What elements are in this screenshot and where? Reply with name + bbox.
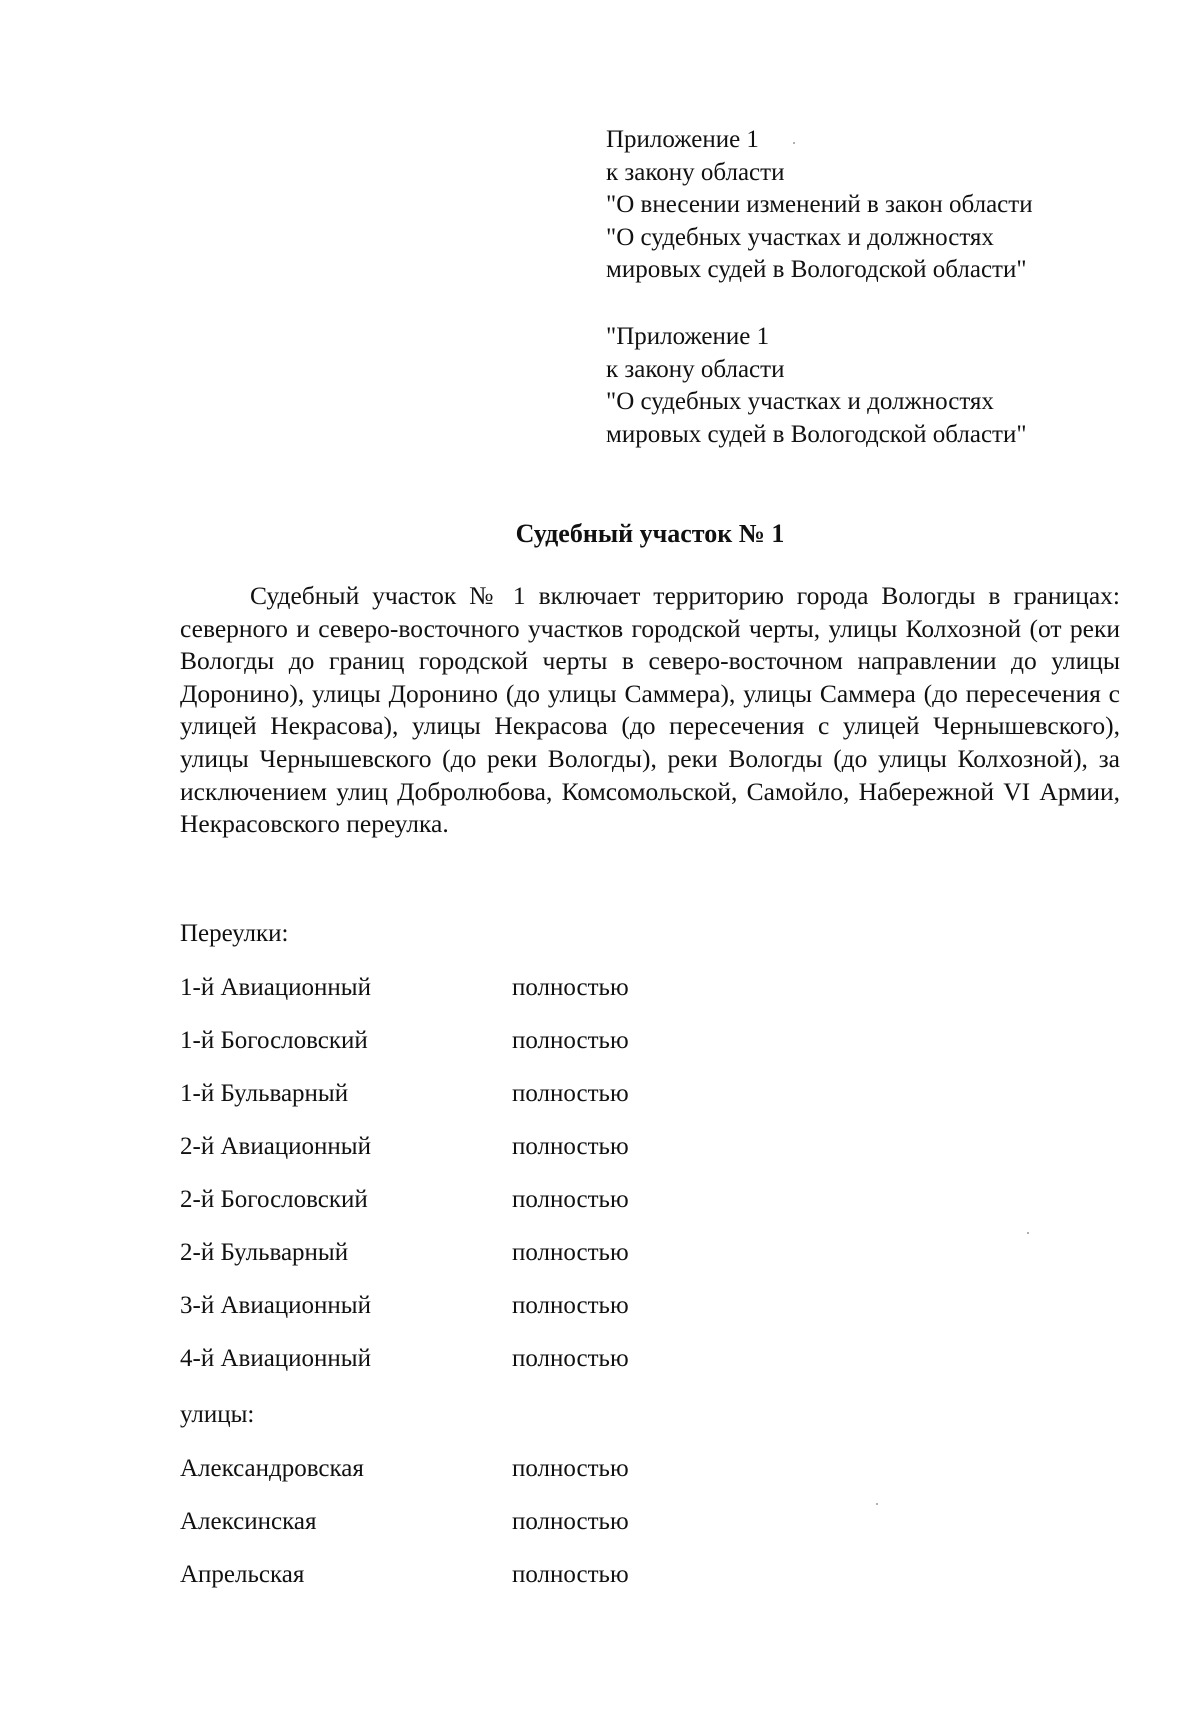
lane-name: 2-й Бульварный bbox=[180, 1239, 349, 1266]
list-item bbox=[180, 972, 780, 1025]
appendix-line: мировых судей в Вологодской области" bbox=[606, 256, 1027, 283]
appendix-line: к закону области bbox=[606, 158, 785, 186]
street-status: полностью bbox=[512, 1508, 629, 1535]
lane-status: полностью bbox=[512, 1133, 629, 1160]
lane-name: 1-й Богословский bbox=[180, 1027, 368, 1054]
list-item bbox=[180, 1131, 780, 1184]
lane-status: полностью bbox=[512, 1186, 629, 1213]
street-name: Алексинская bbox=[180, 1508, 317, 1535]
lane-status: полностью bbox=[512, 1027, 629, 1054]
list-item bbox=[180, 1184, 780, 1237]
lane-status: полностью bbox=[512, 1292, 629, 1319]
lane-status: полностью bbox=[512, 1345, 629, 1372]
scan-speck bbox=[876, 1503, 878, 1505]
lane-name: 2-й Богословский bbox=[180, 1186, 368, 1213]
list-item bbox=[180, 1237, 780, 1290]
appendix-original-header bbox=[606, 321, 1027, 451]
lane-name: 2-й Авиационный bbox=[180, 1133, 371, 1160]
lane-status: полностью bbox=[512, 974, 629, 1001]
scan-speck bbox=[1027, 1232, 1029, 1234]
lane-status: полностью bbox=[512, 1239, 629, 1266]
street-name: Апрельская bbox=[180, 1561, 305, 1588]
list-item bbox=[180, 1453, 780, 1506]
list-item bbox=[180, 1078, 780, 1131]
street-name: Александровская bbox=[180, 1455, 364, 1482]
streets-heading: улицы: bbox=[180, 1401, 255, 1428]
lane-name: 1-й Бульварный bbox=[180, 1080, 349, 1107]
main-paragraph: Судебный участок № 1 включает территорию города Вологды в границах: северного и северо-восточного участков городской черты, улицы Колхозной (от реки Вологды до границ городской черты в северо-восточном направлении до улицы Доронино), улицы Доронино (до улицы Саммера), улицы Саммера (до пересечения с улицей Некрасова), улицы Некрасова (до пересечения с улицей Чернышевского), улицы Чернышевского (до реки Вологды), реки Вологды (до улицы Колхозной), за исключением улиц Добролюбова, Комсомольской, Самойло, Набережной VI Армии, Некрасовского переулка. bbox=[180, 581, 1120, 839]
section-title: Судебный участок № 1 bbox=[515, 519, 785, 548]
lane-status: полностью bbox=[512, 1080, 629, 1107]
appendix-line: "О судебных участках и должностях bbox=[606, 223, 994, 251]
list-item bbox=[180, 1290, 780, 1343]
lane-name: 4-й Авиационный bbox=[180, 1345, 371, 1372]
appendix-amendment-header bbox=[606, 124, 1033, 287]
street-status: полностью bbox=[512, 1561, 629, 1588]
scan-speck bbox=[793, 142, 795, 144]
appendix-line: Приложение 1 bbox=[606, 126, 759, 153]
streets-list bbox=[180, 1453, 780, 1612]
list-item bbox=[180, 1025, 780, 1078]
lane-name: 1-й Авиационный bbox=[180, 974, 371, 1001]
list-item bbox=[180, 1506, 780, 1559]
street-status: полностью bbox=[512, 1455, 629, 1482]
list-item bbox=[180, 1559, 780, 1612]
appendix-line: "О внесении изменений в закон области bbox=[606, 191, 1033, 218]
lanes-heading: Переулки: bbox=[180, 920, 289, 947]
lane-name: 3-й Авиационный bbox=[180, 1292, 371, 1319]
appendix-line: "О судебных участках и должностях bbox=[606, 388, 994, 415]
appendix-line: мировых судей в Вологодской области" bbox=[606, 420, 1027, 448]
appendix-line: "Приложение 1 bbox=[606, 323, 770, 350]
list-item bbox=[180, 1343, 780, 1396]
appendix-line: к закону области bbox=[606, 355, 785, 383]
lanes-list bbox=[180, 972, 780, 1396]
